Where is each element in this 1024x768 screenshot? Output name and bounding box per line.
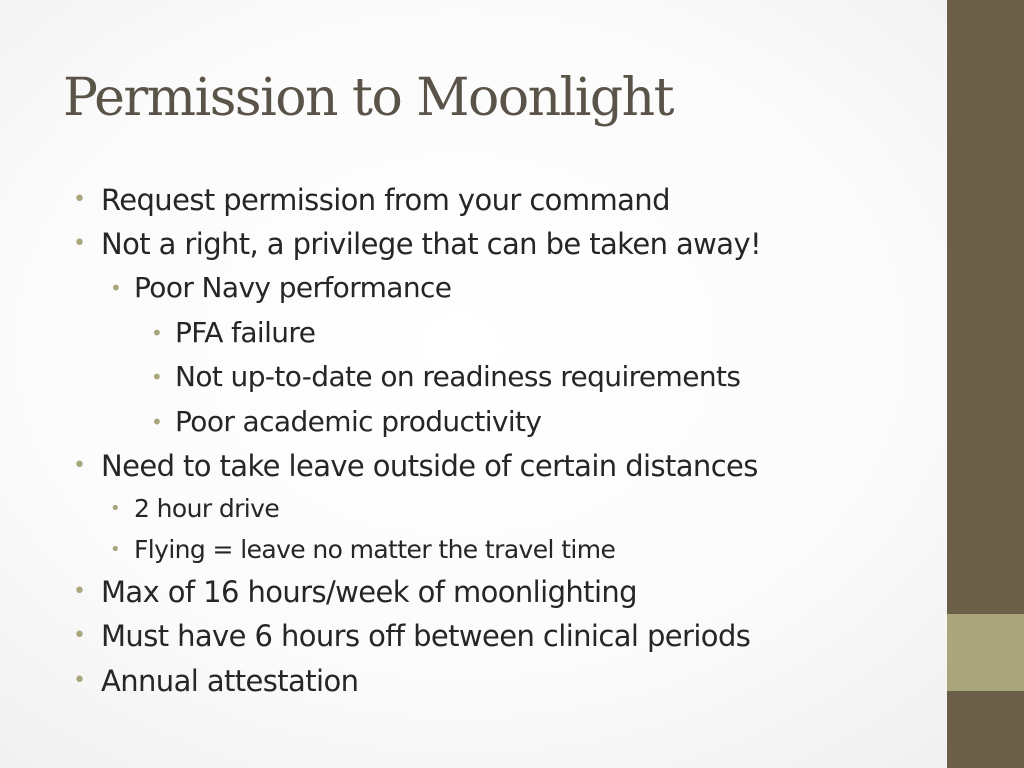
bullet-text: Poor academic productivity — [175, 405, 542, 438]
bullet-item — [73, 224, 762, 264]
bullet-text: Need to take leave outside of certain distances — [101, 449, 758, 483]
bullet-item — [110, 491, 280, 527]
bullet-item — [73, 446, 758, 486]
bullet-dot-icon: • — [73, 187, 86, 212]
bullet-text: Flying = leave no matter the travel time — [134, 535, 616, 564]
bullet-item — [73, 180, 670, 220]
bullet-text: Not a right, a privilege that can be taken away! — [101, 227, 762, 261]
bullet-item — [110, 268, 452, 308]
bullet-item — [73, 661, 359, 701]
bullet-dot-icon: • — [110, 276, 122, 300]
bullet-dot-icon: • — [73, 231, 86, 256]
bullet-item — [73, 572, 637, 612]
bullet-item — [110, 532, 616, 568]
bullet-text: Poor Navy performance — [134, 271, 452, 304]
bullet-item — [151, 357, 741, 397]
bullet-dot-icon: • — [73, 579, 86, 604]
bullet-dot-icon: • — [73, 623, 86, 648]
bullet-text: Must have 6 hours off between clinical periods — [101, 619, 751, 653]
bullet-item — [151, 313, 316, 353]
bullet-text: Request permission from your command — [101, 183, 670, 217]
sidebar-accent-block — [947, 614, 1024, 691]
bullet-dot-icon: • — [73, 453, 86, 478]
bullet-text: Max of 16 hours/week of moonlighting — [101, 575, 637, 609]
decorative-sidebar — [947, 0, 1024, 768]
bullet-dot-icon: • — [151, 365, 163, 389]
bullet-text: Not up-to-date on readiness requirements — [175, 360, 741, 393]
bullet-text: Annual attestation — [101, 664, 359, 698]
slide-title: Permission to Moonlight — [63, 68, 674, 128]
bullet-dot-icon: • — [110, 539, 121, 560]
bullet-item — [73, 616, 751, 656]
bullet-dot-icon: • — [110, 498, 121, 519]
bullet-text: PFA failure — [175, 316, 316, 349]
bullet-dot-icon: • — [151, 410, 163, 434]
bullet-text: 2 hour drive — [134, 494, 280, 523]
bullet-dot-icon: • — [151, 321, 163, 345]
bullet-dot-icon: • — [73, 668, 86, 693]
bullet-item — [151, 402, 542, 442]
